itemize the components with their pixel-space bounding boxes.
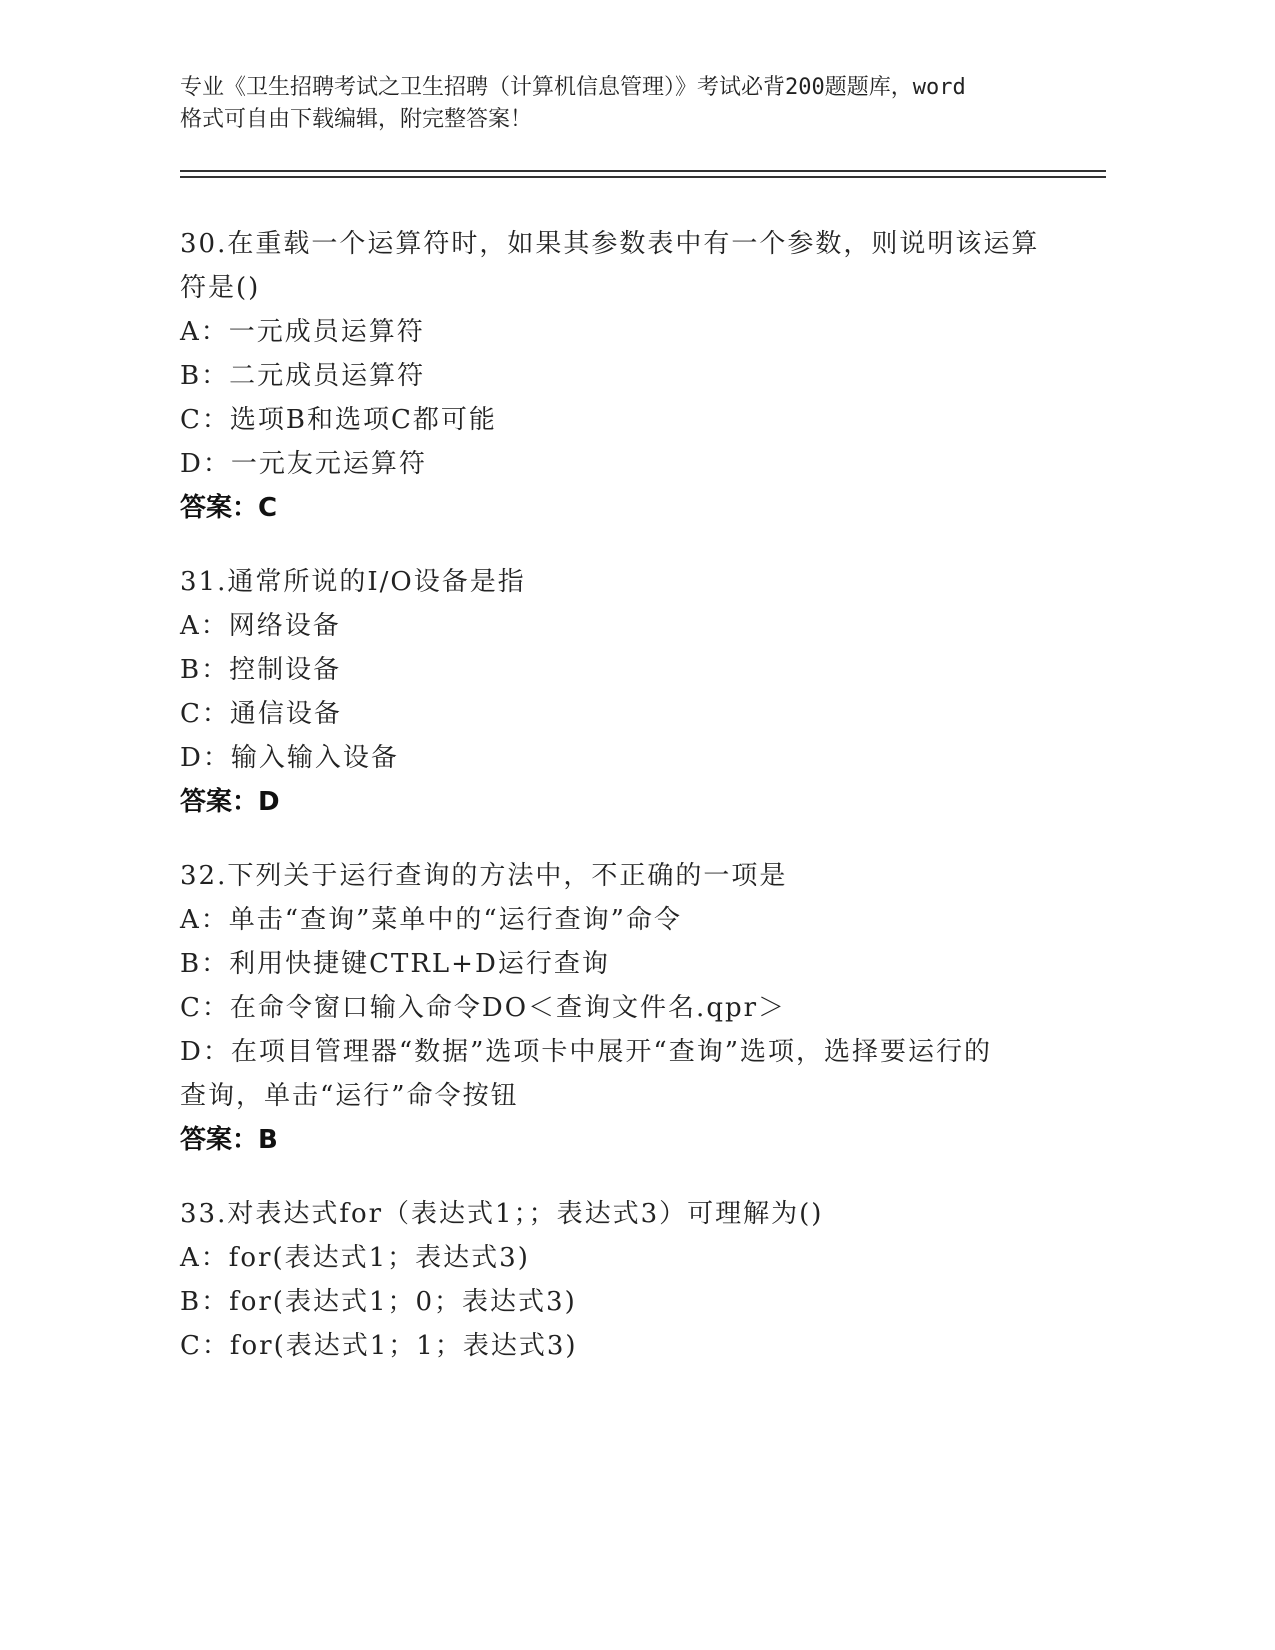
question-text-continued: 符是() — [180, 273, 261, 303]
question-text: 30.在重载一个运算符时，如果其参数表中有一个参数，则说明该运算 — [180, 229, 1040, 259]
header-divider-top — [180, 170, 1106, 172]
header-divider-bottom — [180, 176, 1106, 178]
question-31 — [180, 560, 1040, 824]
option-b: B：for(表达式1；0；表达式3) — [180, 1287, 577, 1317]
option-b: B：利用快捷键CTRL+D运行查询 — [180, 949, 610, 979]
option-b: B：二元成员运算符 — [180, 361, 426, 391]
question-text: 33.对表达式for（表达式1；；表达式3）可理解为() — [180, 1199, 824, 1229]
option-d-continued: 查询，单击“运行”命令按钮 — [180, 1081, 519, 1111]
question-30 — [180, 222, 1040, 530]
option-c: C：选项B和选项C都可能 — [180, 405, 497, 435]
option-c: C：for(表达式1；1；表达式3) — [180, 1331, 578, 1361]
document-header — [180, 72, 1060, 136]
option-c: C：在命令窗口输入命令DO＜查询文件名.qpr＞ — [180, 993, 787, 1023]
question-list — [180, 222, 1040, 1398]
question-text: 32.下列关于运行查询的方法中，不正确的一项是 — [180, 861, 788, 891]
question-32 — [180, 854, 1040, 1162]
option-b: B：控制设备 — [180, 655, 342, 685]
option-d: D：一元友元运算符 — [180, 449, 427, 479]
answer: 答案：B — [180, 1125, 278, 1155]
header-line-1: 专业《卫生招聘考试之卫生招聘（计算机信息管理）》考试必背200题题库，word — [180, 75, 966, 100]
option-c: C：通信设备 — [180, 699, 342, 729]
answer: 答案：C — [180, 493, 278, 523]
option-d: D：输入输入设备 — [180, 743, 399, 773]
question-33 — [180, 1192, 1040, 1368]
option-a: A：网络设备 — [180, 611, 341, 641]
header-line-2: 格式可自由下载编辑，附完整答案！ — [180, 107, 533, 132]
option-a: A：一元成员运算符 — [180, 317, 425, 347]
answer: 答案：D — [180, 787, 280, 817]
option-d: D：在项目管理器“数据”选项卡中展开“查询”选项，选择要运行的 — [180, 1037, 993, 1067]
option-a: A：单击“查询”菜单中的“运行查询”命令 — [180, 905, 682, 935]
question-text: 31.通常所说的I/O设备是指 — [180, 567, 526, 597]
option-a: A：for(表达式1；表达式3) — [180, 1243, 530, 1273]
